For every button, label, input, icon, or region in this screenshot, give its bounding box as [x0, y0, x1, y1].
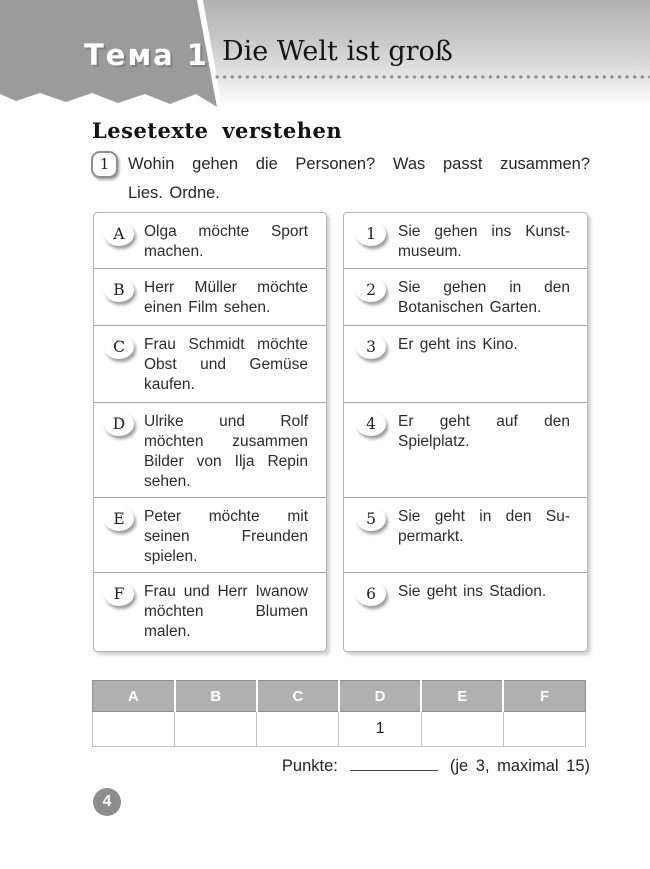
item-number-badge: 1 — [356, 222, 386, 246]
task-instruction — [128, 150, 590, 207]
match-item-B — [94, 269, 326, 326]
answer-header-F: F — [503, 681, 585, 712]
item-letter-badge: F — [104, 582, 134, 606]
item-letter-badge: C — [104, 335, 134, 359]
item-text: Frau Schmidt möchte Obst und Gemüse kaufen. — [144, 336, 308, 393]
item-number-badge: 3 — [356, 335, 386, 359]
answer-cell-D[interactable]: 1 — [339, 712, 421, 747]
item-text: Er geht ins Kino. — [398, 336, 518, 353]
answer-cell-F[interactable] — [503, 712, 585, 747]
match-item-4 — [344, 403, 587, 498]
item-text: Sie geht ins Stadion. — [398, 583, 547, 600]
match-item-2 — [344, 269, 587, 326]
item-text: Sie gehen ins Kunst-museum. — [398, 223, 570, 260]
match-item-F — [94, 573, 326, 651]
item-letter-badge: A — [104, 222, 134, 246]
item-letter-badge: B — [104, 278, 134, 302]
item-number-badge: 2 — [356, 278, 386, 302]
match-item-D — [94, 403, 326, 498]
item-text: Olga möchte Sport machen. — [144, 223, 308, 260]
answer-cell-A[interactable] — [93, 712, 175, 747]
task-instruction-line1: Wohin gehen die Personen? Was passt zusammen? — [128, 155, 590, 173]
task-instruction-line2: Lies. Ordne. — [128, 183, 220, 202]
answer-header-B: B — [175, 681, 257, 712]
match-item-6 — [344, 573, 587, 651]
item-number-badge: 4 — [356, 412, 386, 436]
item-text: Frau und Herr Iwanow möchten Blumen malen. — [144, 583, 308, 640]
answer-table — [92, 680, 586, 747]
item-text: Ulrike und Rolf möchten zusammen Bilder von Ilja Repin sehen. — [144, 413, 308, 490]
section-heading: Lesetexte verstehen — [92, 118, 343, 143]
score-note: (je 3, maximal 15) — [449, 757, 590, 775]
match-item-5 — [344, 498, 587, 573]
answer-cell-B[interactable] — [175, 712, 257, 747]
score-label: Punkte: — [281, 757, 338, 775]
header-dotted-line — [214, 74, 650, 80]
match-item-3 — [344, 326, 587, 403]
item-text: Herr Müller möchte einen Film sehen. — [144, 279, 308, 316]
item-text: Sie gehen in den Botanischen Garten. — [398, 279, 570, 316]
item-letter-badge: E — [104, 507, 134, 531]
theme-label: Тема 1 — [84, 38, 209, 72]
answer-header-C: C — [257, 681, 339, 712]
answer-cell-C[interactable] — [257, 712, 339, 747]
item-letter-badge: D — [104, 412, 134, 436]
answer-header-D: D — [339, 681, 421, 712]
match-item-E — [94, 498, 326, 573]
answer-table-value-row — [93, 712, 586, 747]
score-blank-line[interactable] — [350, 756, 438, 771]
match-item-1 — [344, 213, 587, 269]
answer-cell-E[interactable] — [421, 712, 503, 747]
answer-header-E: E — [421, 681, 503, 712]
match-item-A — [94, 213, 326, 269]
match-item-C — [94, 326, 326, 403]
item-text: Sie geht in den Su-permarkt. — [398, 508, 570, 545]
item-text: Er geht auf den Spielplatz. — [398, 413, 570, 450]
chapter-title: Die Welt ist groß — [222, 36, 453, 67]
answer-header-A: A — [93, 681, 175, 712]
item-number-badge: 5 — [356, 507, 386, 531]
task-number-badge: 1 — [91, 151, 118, 178]
match-column-letters — [93, 212, 327, 652]
score-line — [0, 756, 590, 776]
item-text: Peter möchte mit seinen Freunden spielen. — [144, 508, 308, 565]
match-column-numbers — [343, 212, 588, 652]
answer-table-header-row — [93, 681, 586, 712]
page-number-badge: 4 — [93, 788, 121, 816]
item-number-badge: 6 — [356, 582, 386, 606]
